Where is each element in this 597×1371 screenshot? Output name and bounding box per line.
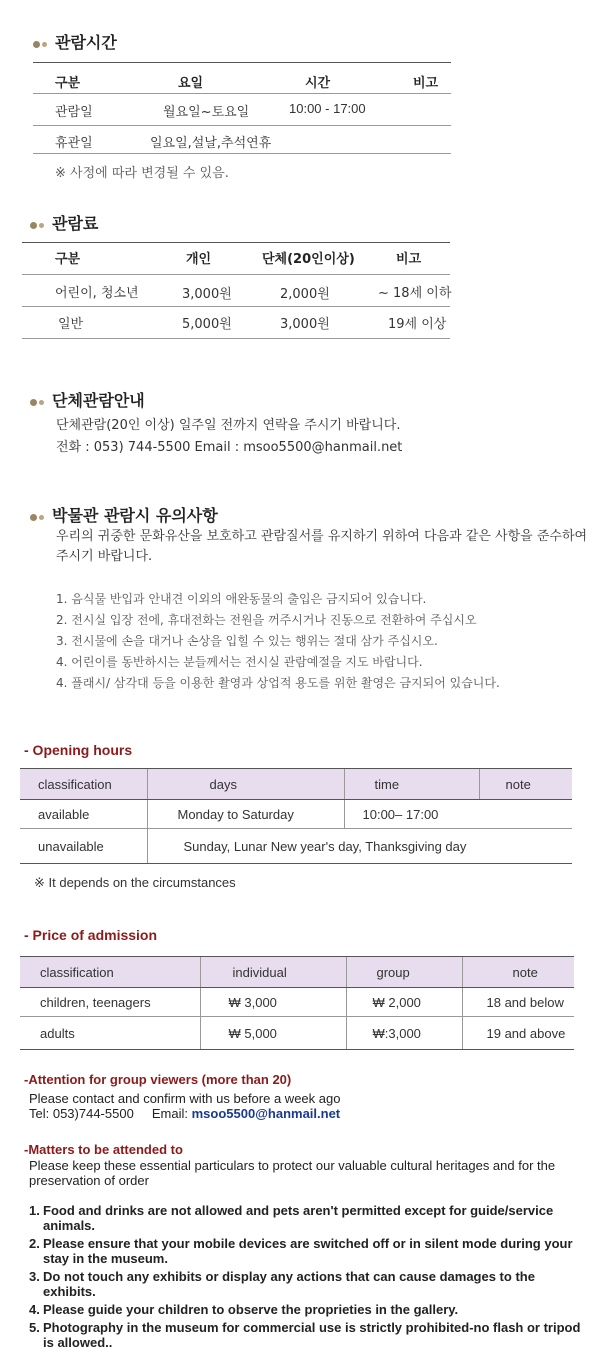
en-fee-title: - Price of admission xyxy=(24,927,158,943)
table-row xyxy=(20,800,572,829)
kr-group-line1: 단체관람(20인 이상) 일주일 전까지 연락을 주시기 바랍니다. xyxy=(56,418,401,433)
kr-hours-cell: 휴관일 xyxy=(55,136,93,151)
table-cell: children, teenagers xyxy=(20,988,200,1017)
kr-fee-cell: 2,000원 xyxy=(280,287,330,302)
column-header: individual xyxy=(200,957,346,988)
kr-fee-cell: 5,000원 xyxy=(182,317,232,332)
en-matters-list xyxy=(29,1203,589,1353)
table-row xyxy=(20,988,574,1017)
kr-notice-intro: 우리의 귀중한 문화유산을 보호하고 관람질서를 유지하기 위하여 다음과 같은 사항을 준수하여 주시기 바랍니다. xyxy=(56,529,588,564)
kr-fee-header-0: 구분 xyxy=(55,252,81,267)
en-hours-table xyxy=(20,768,572,864)
column-header: days xyxy=(147,769,344,800)
list-item: 2. Please ensure that your mobile devices are switched off or in silent mode during your stay in the museum. xyxy=(29,1236,573,1266)
en-group-title: -Attention for group viewers (more than 20) xyxy=(24,1072,292,1087)
bullet-icon xyxy=(30,392,46,411)
kr-fee-header-3: 비고 xyxy=(396,252,422,267)
list-item: 1. 음식물 반입과 안내견 이외의 애완동물의 출입은 금지되어 있습니다. xyxy=(56,592,427,606)
kr-fee-cell: 어린이, 청소년 xyxy=(55,286,139,301)
column-header: classification xyxy=(20,769,147,800)
divider xyxy=(22,242,450,243)
en-hours-title: - Opening hours xyxy=(24,742,133,758)
column-header: note xyxy=(479,769,572,800)
table-header-row xyxy=(20,957,574,988)
table-cell: ₩ 2,000 xyxy=(346,988,462,1017)
list-item: 4. 어린이를 동반하시는 분들께서는 전시실 관람예절을 지도 바랍니다. xyxy=(56,655,423,669)
kr-hours-cell: 일요일,설날,추석연휴 xyxy=(150,136,272,151)
bullet-icon xyxy=(33,34,49,53)
table-cell: Monday to Saturday xyxy=(147,800,344,829)
kr-fee-title: 관람료 xyxy=(30,211,98,234)
kr-hours-cell: 10:00 - 17:00 xyxy=(289,101,366,116)
table-cell: unavailable xyxy=(20,829,147,864)
column-header: note xyxy=(462,957,574,988)
en-fee-table xyxy=(20,956,574,1050)
list-item: 2. 전시실 입장 전에, 휴대전화는 전원을 꺼주시거나 진동으로 전환하여 주십시오 xyxy=(56,613,477,627)
kr-fee-cell: ~ 18세 이하 xyxy=(378,286,452,301)
divider xyxy=(33,62,451,63)
table-cell: 19 and above xyxy=(462,1017,574,1050)
kr-hours-cell: 월요일~토요일 xyxy=(163,105,250,120)
divider xyxy=(33,153,451,154)
kr-fee-cell: 3,000원 xyxy=(182,287,232,302)
kr-hours-header-3: 비고 xyxy=(413,76,439,91)
kr-notice-list xyxy=(56,589,500,694)
list-item: 1. Food and drinks are not allowed and pets aren't permitted except for guide/service animals. xyxy=(29,1203,554,1233)
table-row xyxy=(20,829,572,864)
kr-fee-cell: 3,000원 xyxy=(280,317,330,332)
en-group-line1: Please contact and confirm with us before a week ago xyxy=(29,1091,341,1106)
kr-fee-cell: 19세 이상 xyxy=(388,317,447,332)
table-cell: adults xyxy=(20,1017,200,1050)
column-header: group xyxy=(346,957,462,988)
kr-fee-header-2: 단체(20인이상) xyxy=(262,252,355,267)
table-cell: 10:00– 17:00 xyxy=(344,800,572,829)
table-cell: available xyxy=(20,800,147,829)
en-group-email-label: Email: xyxy=(151,1106,188,1121)
divider xyxy=(33,125,451,126)
column-header: classification xyxy=(20,957,200,988)
table-header-row xyxy=(20,769,572,800)
kr-group-title: 단체관람안내 xyxy=(30,388,145,411)
en-hours-note: ※ It depends on the circumstances xyxy=(34,875,236,890)
en-matters-intro: Please keep these essential particulars to protect our valuable cultural heritages and for the preservation of order xyxy=(29,1158,556,1188)
bullet-icon xyxy=(30,215,46,234)
table-cell: 18 and below xyxy=(462,988,574,1017)
en-group-tel: Tel: 053)744-5500 xyxy=(29,1106,134,1121)
divider xyxy=(22,338,450,339)
table-cell: ₩ 5,000 xyxy=(200,1017,346,1050)
email-link[interactable]: msoo5500@hanmail.net xyxy=(191,1106,341,1121)
kr-group-line2: 전화 : 053) 744-5500 Email : msoo5500@hanmail.net xyxy=(56,440,403,455)
kr-hours-header-2: 시간 xyxy=(305,76,331,91)
kr-fee-cell: 일반 xyxy=(58,317,84,332)
list-item: 3. Do not touch any exhibits or display any actions that can cause damages to the exhibits. xyxy=(29,1269,535,1299)
kr-hours-note: ※ 사정에 따라 변경될 수 있음. xyxy=(55,166,229,181)
bullet-icon xyxy=(30,507,46,526)
table-cell: ₩:3,000 xyxy=(346,1017,462,1050)
list-item: 4. Please guide your children to observe the proprieties in the gallery. xyxy=(29,1302,459,1317)
kr-hours-header-1: 요일 xyxy=(178,76,204,91)
en-matters-title: -Matters to be attended to xyxy=(24,1142,183,1157)
kr-fee-header-1: 개인 xyxy=(186,252,212,267)
en-group-contact xyxy=(29,1106,340,1121)
list-item: 3. 전시물에 손을 대거나 손상을 입힐 수 있는 행위는 절대 삼가 주십시오. xyxy=(56,634,438,648)
column-header: time xyxy=(344,769,479,800)
divider xyxy=(22,274,450,275)
kr-hours-header-0: 구분 xyxy=(55,76,81,91)
divider xyxy=(33,93,451,94)
kr-hours-title: 관람시간 xyxy=(33,30,117,53)
divider xyxy=(22,306,450,307)
list-item: 5. Photography in the museum for commercial use is strictly prohibited-no flash or tripod is allowed.. xyxy=(29,1320,581,1350)
list-item: 4. 플래시/ 삼각대 등을 이용한 촬영과 상업적 용도를 위한 촬영은 금지되어 있습니다. xyxy=(56,676,500,690)
kr-notice-title: 박물관 관람시 유의사항 xyxy=(30,503,218,526)
table-row xyxy=(20,1017,574,1050)
table-cell: Sunday, Lunar New year's day, Thanksgiving day xyxy=(147,829,572,864)
kr-hours-cell: 관람일 xyxy=(55,105,93,120)
table-cell: ₩ 3,000 xyxy=(200,988,346,1017)
